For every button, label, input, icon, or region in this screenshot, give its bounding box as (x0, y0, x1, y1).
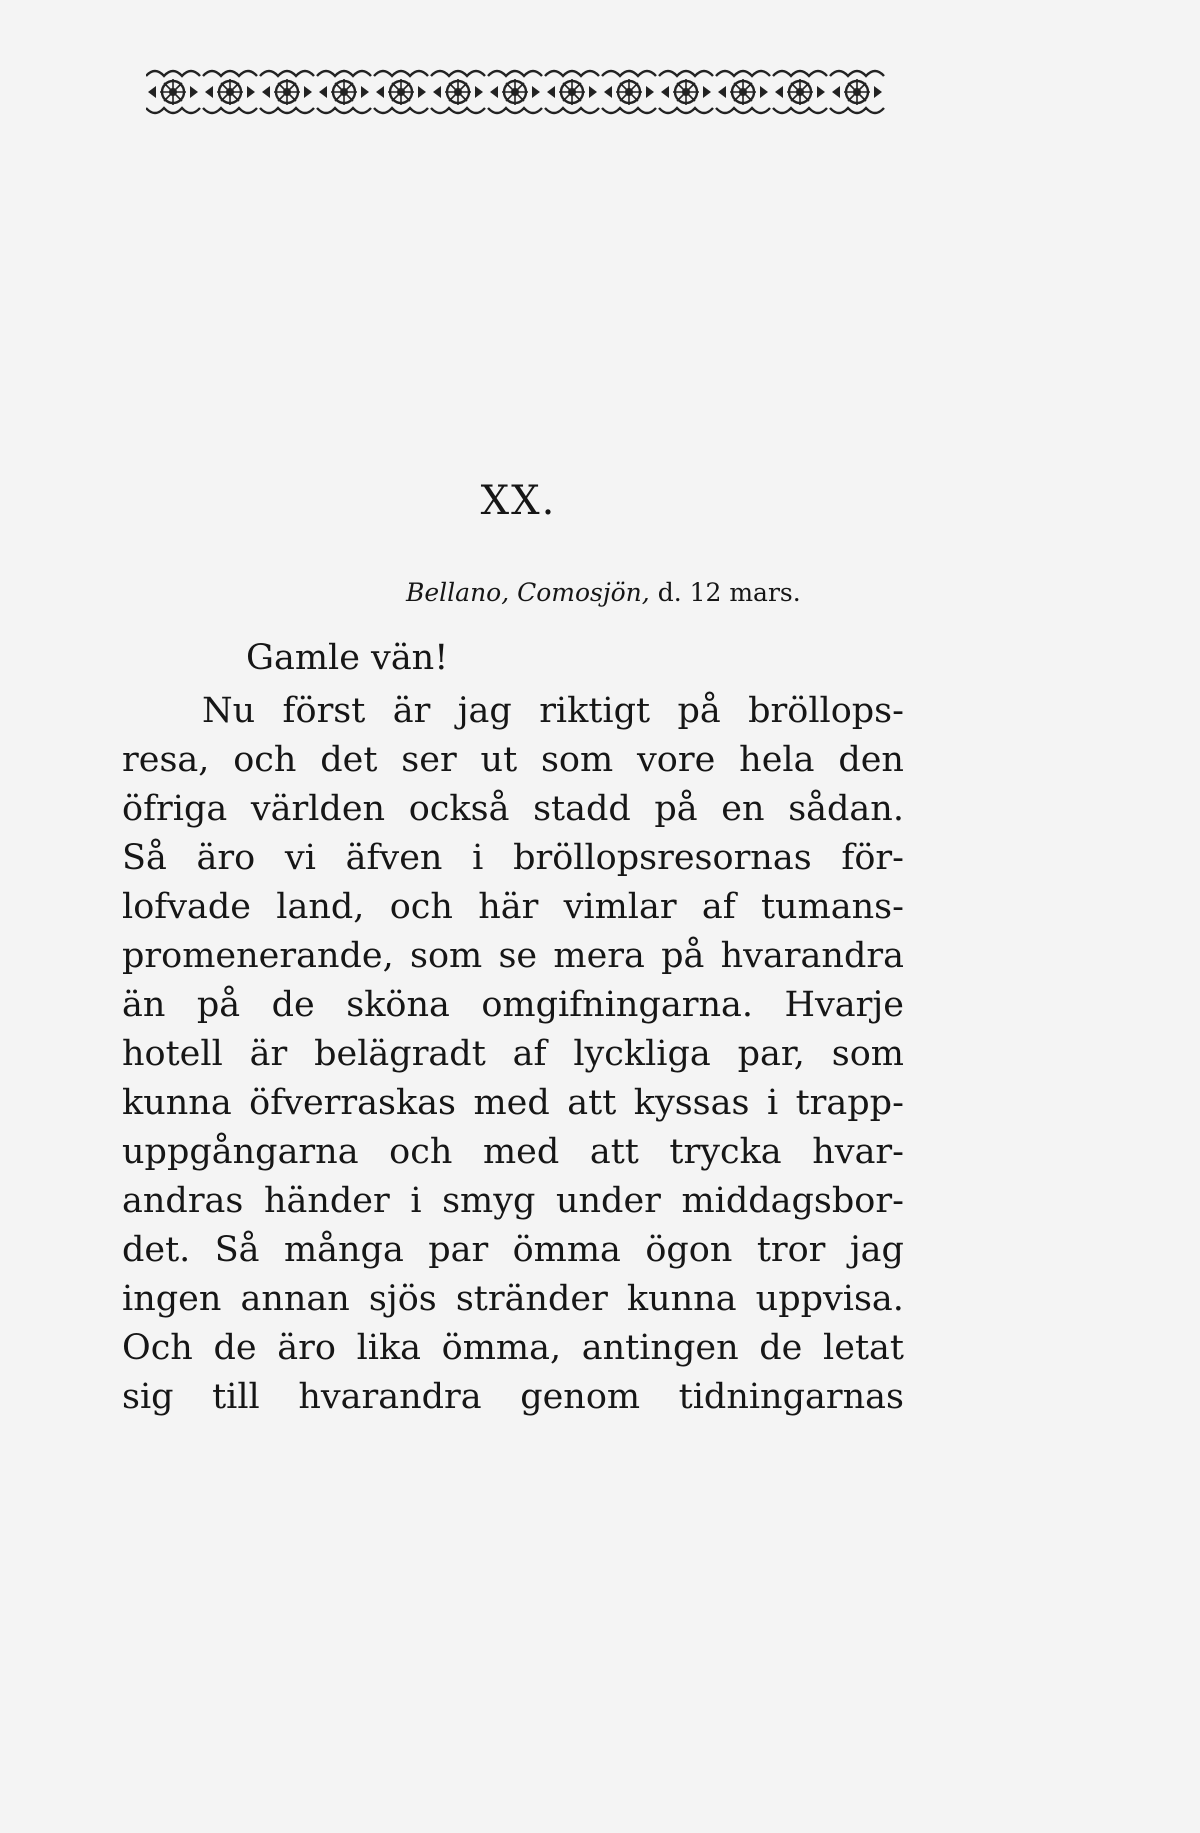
word: det. (122, 1230, 191, 1270)
text-line (122, 834, 904, 883)
text-line (122, 687, 904, 736)
word: sig (122, 1377, 174, 1417)
word: på (196, 985, 241, 1025)
word: vimlar (563, 887, 677, 927)
salutation: Gamle vän! (246, 638, 449, 678)
text-line (122, 1030, 904, 1079)
word: af (512, 1034, 547, 1074)
word: för- (841, 838, 904, 878)
word: hvarandra (298, 1377, 482, 1417)
text-line (122, 1275, 904, 1324)
text-line (122, 1226, 904, 1275)
word: de (759, 1328, 803, 1368)
word: de (271, 985, 315, 1025)
word: är (249, 1034, 288, 1074)
word: Och (122, 1328, 193, 1368)
word: Nu (202, 691, 256, 731)
word: på (677, 691, 721, 731)
word: att (567, 1083, 617, 1123)
word: ut (480, 740, 518, 780)
word: uppvisa. (755, 1279, 904, 1319)
word: par, (737, 1034, 805, 1074)
word: Så (122, 838, 167, 878)
word: belägradt (314, 1034, 486, 1074)
word: att (589, 1132, 639, 1172)
word: hela (739, 740, 815, 780)
word: stränder (455, 1279, 608, 1319)
word: öfriga (122, 789, 228, 829)
word: trycka (669, 1132, 782, 1172)
text-line (122, 1177, 904, 1226)
word: trapp- (795, 1083, 904, 1123)
word: först (282, 691, 366, 731)
word: jag (457, 691, 512, 731)
word: den (838, 740, 904, 780)
word: kunna (626, 1279, 737, 1319)
word: smyg (442, 1181, 536, 1221)
text-line (122, 1324, 904, 1373)
word: öfverraskas (249, 1083, 457, 1123)
word: händer (263, 1181, 390, 1221)
decorative-ornament-band (146, 64, 888, 120)
letter-body (122, 687, 904, 1422)
word: letat (823, 1328, 904, 1368)
word: Hvarje (784, 985, 904, 1025)
word: ömma, (441, 1328, 562, 1368)
word: ögon (645, 1230, 733, 1270)
word: se (498, 936, 538, 976)
word: antingen (581, 1328, 739, 1368)
text-line (122, 785, 904, 834)
word: hotell (122, 1034, 223, 1074)
word: lika (356, 1328, 422, 1368)
text-line (122, 981, 904, 1030)
word: på (654, 789, 698, 829)
word: jag (849, 1230, 904, 1270)
text-line (122, 932, 904, 981)
word: tidningarnas (678, 1377, 904, 1417)
word: också (408, 789, 510, 829)
word: sköna (346, 985, 450, 1025)
word: ser (401, 740, 457, 780)
word: i (410, 1181, 422, 1221)
text-line (122, 1128, 904, 1177)
word: med (482, 1132, 560, 1172)
word: som (409, 936, 483, 976)
word: kunna (122, 1083, 232, 1123)
word: under (555, 1181, 661, 1221)
word: hvar- (812, 1132, 904, 1172)
word: lyckliga (573, 1034, 711, 1074)
word: sjös (368, 1279, 437, 1319)
word: en (721, 789, 765, 829)
word: af (701, 887, 736, 927)
word: i (472, 838, 484, 878)
word: äro (277, 1328, 336, 1368)
dateline (406, 578, 801, 607)
word: äro (196, 838, 256, 878)
word: det (320, 740, 378, 780)
word: på (661, 936, 705, 976)
word: tror (756, 1230, 826, 1270)
word: vore (637, 740, 716, 780)
word: är (392, 691, 431, 731)
chapter-heading: XX. (480, 478, 557, 524)
word: genom (520, 1377, 641, 1417)
dateline-place: Bellano, Comosjön, (406, 578, 650, 607)
word: ingen (122, 1279, 222, 1319)
word: uppgångarna (122, 1132, 359, 1172)
word: resa, (122, 740, 210, 780)
word: här (478, 887, 539, 927)
word: de (213, 1328, 257, 1368)
word: vi (284, 838, 316, 878)
word: sådan. (788, 789, 904, 829)
word: mera (553, 936, 645, 976)
word: stadd (533, 789, 631, 829)
word: äfven (345, 838, 443, 878)
word: än (122, 985, 166, 1025)
word: många (283, 1230, 404, 1270)
word: och (233, 740, 297, 780)
word: middagsbor- (681, 1181, 904, 1221)
word: annan (240, 1279, 350, 1319)
word: i (766, 1083, 779, 1123)
word: med (473, 1083, 550, 1123)
word: kyssas (633, 1083, 750, 1123)
word: till (212, 1377, 260, 1417)
text-line (122, 1373, 904, 1422)
text-line (122, 883, 904, 932)
text-line (122, 736, 904, 785)
word: som (831, 1034, 904, 1074)
word: promenerande, (122, 936, 394, 976)
word: och (389, 887, 453, 927)
word: ömma (512, 1230, 621, 1270)
word: andras (122, 1181, 244, 1221)
word: som (540, 740, 614, 780)
word: omgifningarna. (481, 985, 753, 1025)
word: land, (276, 887, 365, 927)
text-line (122, 1079, 904, 1128)
word: bröllopsresornas (513, 838, 812, 878)
dateline-date: d. 12 mars. (657, 578, 801, 607)
word: bröllops- (748, 691, 904, 731)
word: par (428, 1230, 489, 1270)
word: hvarandra (720, 936, 904, 976)
word: världen (250, 789, 386, 829)
word: och (389, 1132, 453, 1172)
word: Så (214, 1230, 260, 1270)
word: tumans- (760, 887, 904, 927)
word: riktigt (539, 691, 651, 731)
word: lofvade (122, 887, 251, 927)
